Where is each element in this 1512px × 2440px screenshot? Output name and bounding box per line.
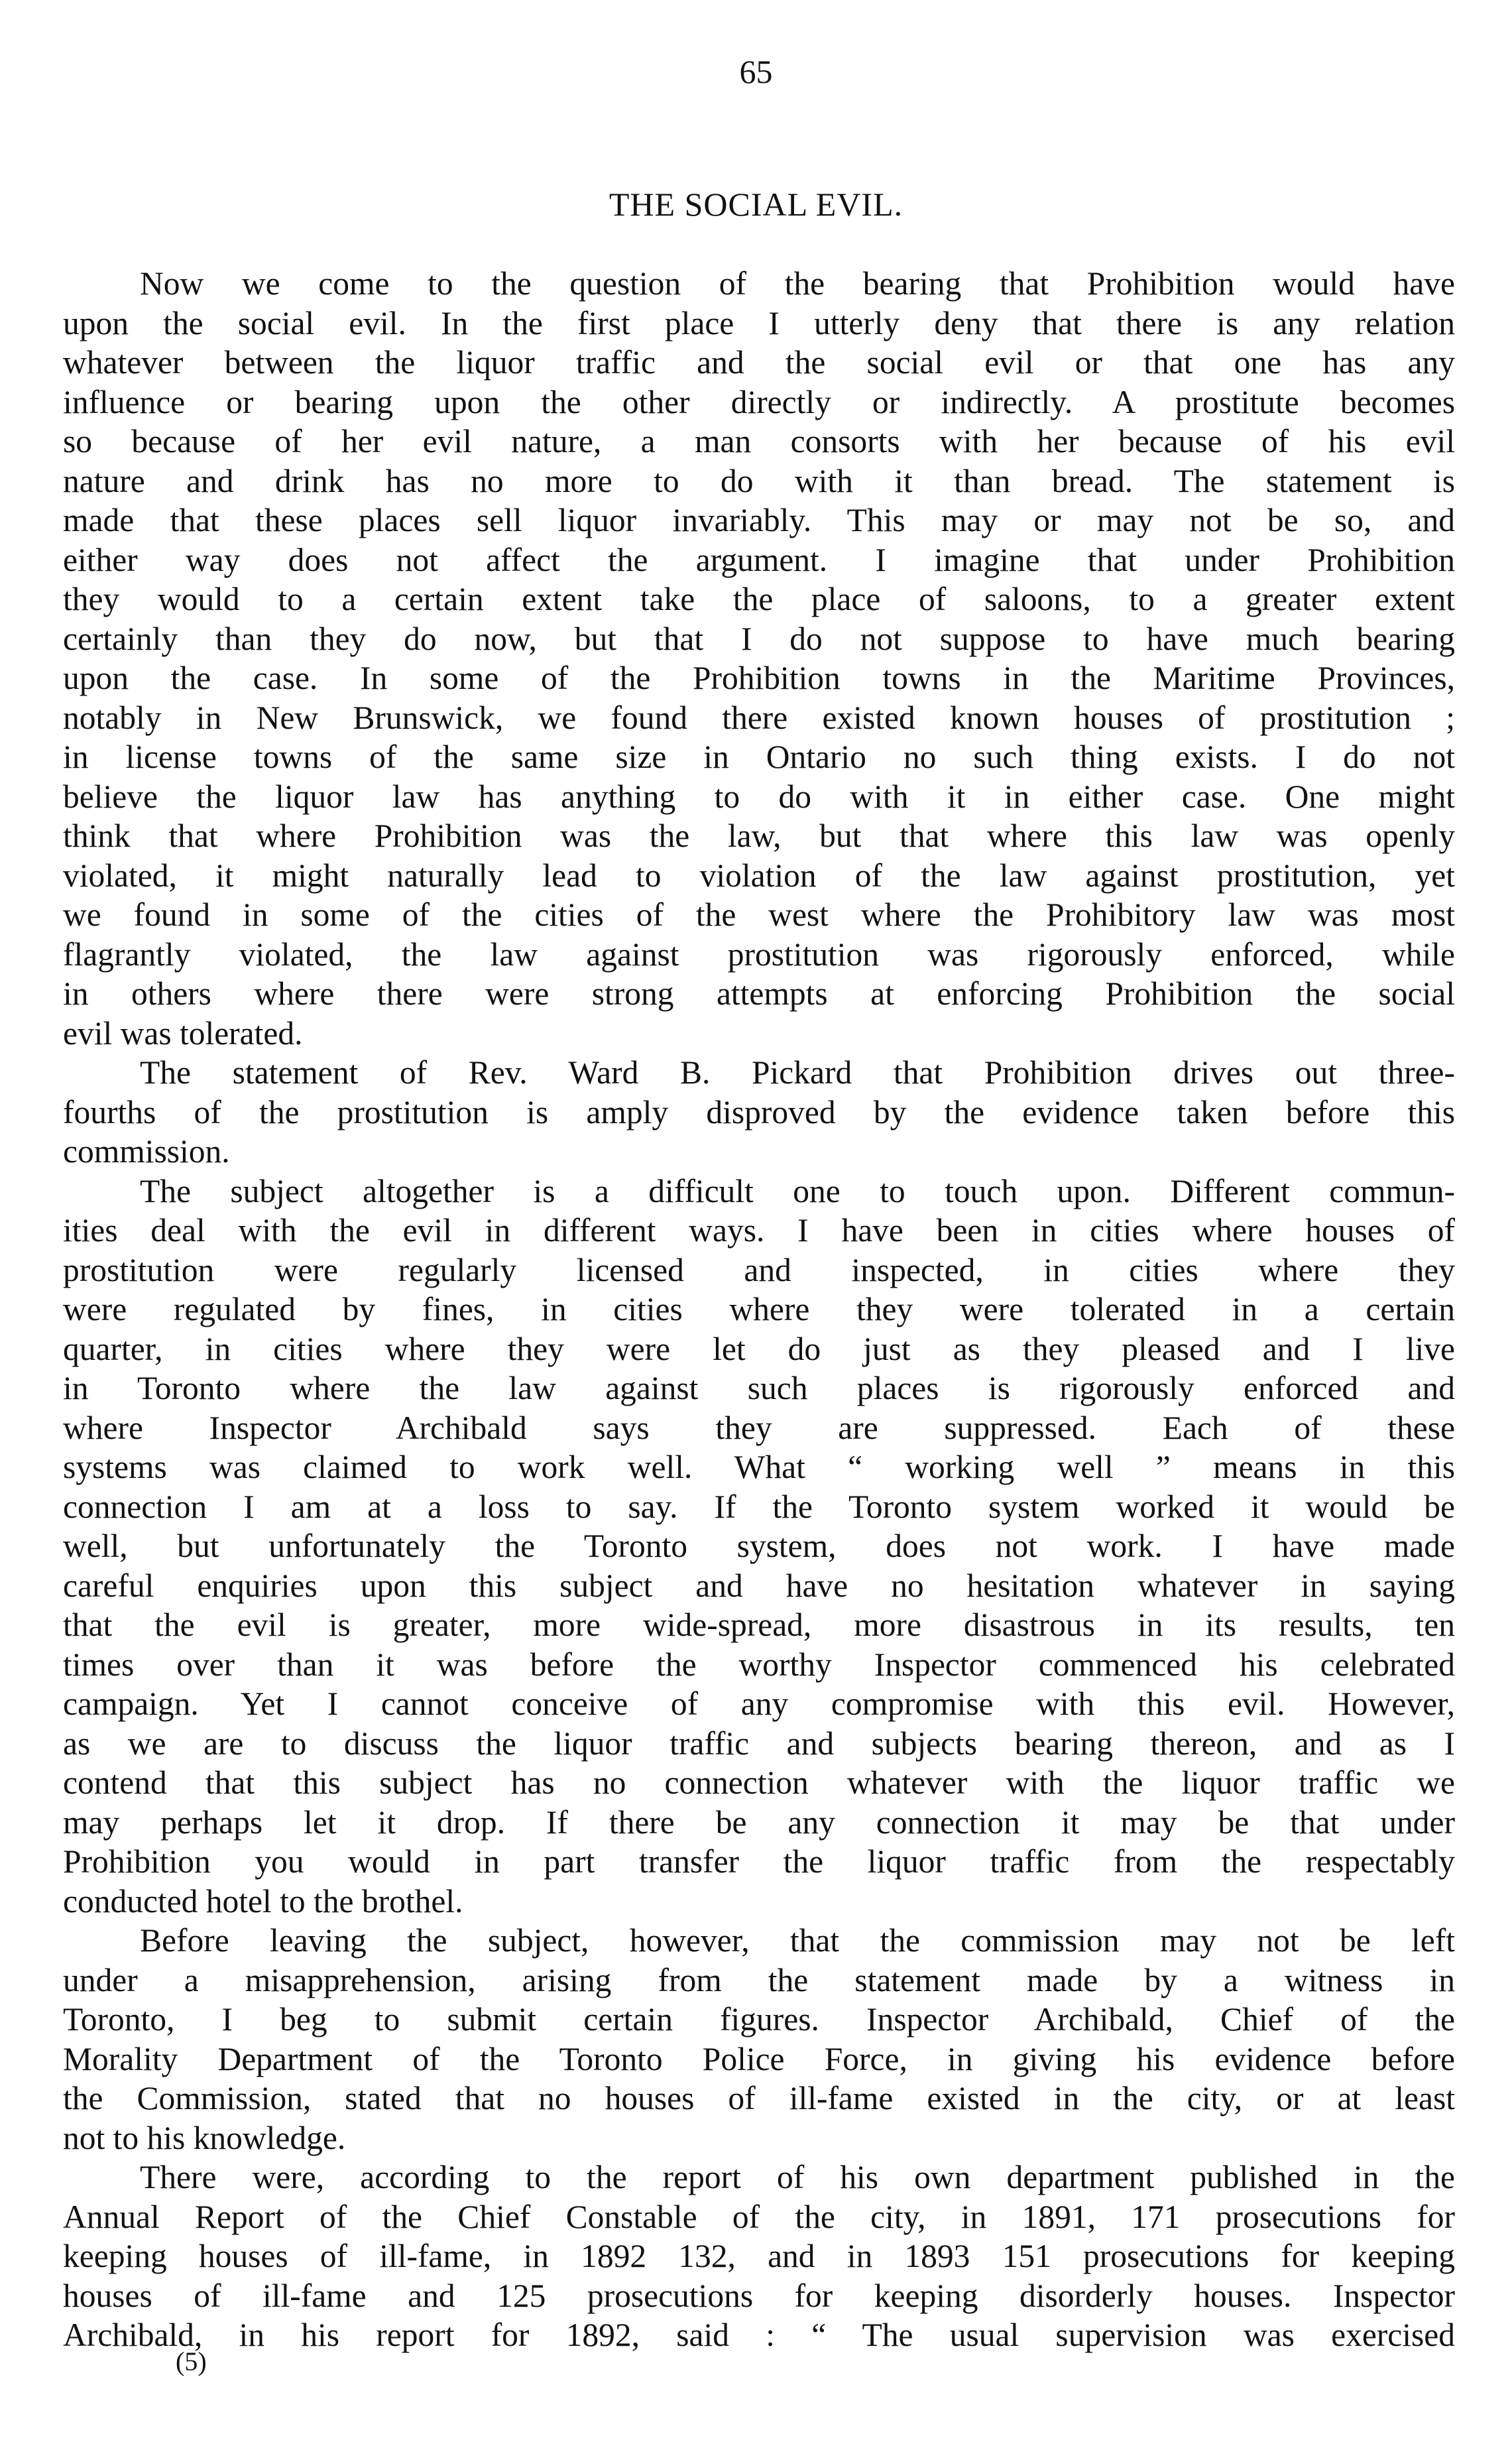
page-title: THE SOCIAL EVIL. <box>609 186 903 223</box>
text-line: fourths of the prostitution is amply disproved by the evidence taken before this <box>63 1093 1455 1130</box>
text-line: whatever between the liquor traffic and the social evil or that one has any <box>63 344 1455 381</box>
text-line: Annual Report of the Chief Constable of the city, in 1891, 171 prosecutions for <box>63 2198 1455 2235</box>
text-line: Toronto, I beg to submit certain figures. Inspector Archibald, Chief of the <box>63 2001 1455 2038</box>
text-line: The statement of Rev. Ward B. Pickard that Prohibition drives out three- <box>140 1054 1455 1091</box>
signature-mark: (5) <box>176 2347 207 2376</box>
text-line: made that these places sell liquor invariably. This may or may not be so, and <box>63 502 1455 538</box>
text-line: under a misapprehension, arising from the statement made by a witness in <box>63 1961 1455 1998</box>
text-line: we found in some of the cities of the west where the Prohibitory law was most <box>63 896 1455 933</box>
text-line: in license towns of the same size in Ontario no such thing exists. I do not <box>63 739 1455 775</box>
text-line: conducted hotel to the brothel. <box>63 1882 463 1920</box>
text-line: Now we come to the question of the bearing that Prohibition would have <box>140 265 1455 302</box>
text-line: were regulated by fines, in cities where they were tolerated in a certain <box>63 1291 1455 1327</box>
text-line: Morality Department of the Toronto Police Force, in giving his evidence before <box>63 2040 1455 2077</box>
text-line: flagrantly violated, the law against prostitution was rigorously enforced, while <box>63 936 1455 973</box>
text-line: Before leaving the subject, however, that the commission may not be left <box>140 1922 1455 1959</box>
text-line: believe the liquor law has anything to do with it in either case. One might <box>63 778 1455 815</box>
text-line: prostitution were regularly licensed and inspected, in cities where they <box>63 1251 1455 1288</box>
text-line: Archibald, in his report for 1892, said : “ The usual supervision was exercised <box>63 2317 1455 2353</box>
text-line: not to his knowledge. <box>63 2119 346 2156</box>
text-line: Prohibition you would in part transfer the liquor traffic from the respectably <box>63 1843 1455 1880</box>
text-line: careful enquiries upon this subject and have no hesitation whatever in saying <box>63 1567 1455 1604</box>
text-line: There were, according to the report of his own department published in the <box>140 2159 1455 2195</box>
text-line: as we are to discuss the liquor traffic and subjects bearing thereon, and as I <box>63 1725 1455 1762</box>
text-line: commission. <box>63 1133 230 1170</box>
text-line: upon the social evil. In the first place I utterly deny that there is any relation <box>63 304 1455 341</box>
text-line: nature and drink has no more to do with it than bread. The statement is <box>63 462 1455 499</box>
text-line: violated, it might naturally lead to violation of the law against prostitution, yet <box>63 857 1455 894</box>
text-line: in Toronto where the law against such places is rigorously enforced and <box>63 1370 1455 1406</box>
text-line: that the evil is greater, more wide-spread, more disastrous in its results, ten <box>63 1607 1455 1643</box>
text-line: keeping houses of ill-fame, in 1892 132, and in 1893 151 prosecutions for keeping <box>63 2238 1455 2274</box>
text-line: evil was tolerated. <box>63 1014 303 1052</box>
text-line: influence or bearing upon the other directly or indirectly. A prostitute becomes <box>63 383 1455 420</box>
text-line: quarter, in cities where they were let do just as they pleased and I live <box>63 1330 1455 1367</box>
text-line: campaign. Yet I cannot conceive of any compromise with this evil. However, <box>63 1685 1455 1722</box>
text-line: The subject altogether is a difficult one to touch upon. Different commun- <box>140 1172 1455 1209</box>
text-line: so because of her evil nature, a man consorts with her because of his evil <box>63 423 1455 459</box>
body-text <box>63 264 1455 2355</box>
text-line: in others where there were strong attempts at enforcing Prohibition the social <box>63 975 1455 1012</box>
text-line: where Inspector Archibald says they are suppressed. Each of these <box>63 1409 1455 1446</box>
text-line: upon the case. In some of the Prohibition towns in the Maritime Provinces, <box>63 660 1455 696</box>
text-line: the Commission, stated that no houses of ill-fame existed in the city, or at least <box>63 2080 1455 2116</box>
text-line: contend that this subject has no connection whatever with the liquor traffic we <box>63 1764 1455 1801</box>
text-line: times over than it was before the worthy Inspector commenced his celebrated <box>63 1646 1455 1683</box>
text-line: systems was claimed to work well. What “ working well ” means in this <box>63 1449 1455 1485</box>
text-line: think that where Prohibition was the law, but that where this law was openly <box>63 818 1455 854</box>
text-line: connection I am at a loss to say. If the Toronto system worked it would be <box>63 1488 1455 1525</box>
text-line: certainly than they do now, but that I do not suppose to have much bearing <box>63 620 1455 657</box>
text-line: notably in New Brunswick, we found there existed known houses of prostitution ; <box>63 699 1455 736</box>
text-line: they would to a certain extent take the place of saloons, to a greater extent <box>63 581 1455 617</box>
text-line: may perhaps let it drop. If there be any connection it may be that under <box>63 1803 1455 1841</box>
page-number: 65 <box>739 53 773 90</box>
text-line: well, but unfortunately the Toronto system, does not work. I have made <box>63 1528 1455 1564</box>
text-line: houses of ill-fame and 125 prosecutions for keeping disorderly houses. Inspector <box>63 2277 1455 2314</box>
text-line: ities deal with the evil in different ways. I have been in cities where houses of <box>63 1212 1455 1249</box>
text-line: either way does not affect the argument. I imagine that under Prohibition <box>63 541 1455 578</box>
